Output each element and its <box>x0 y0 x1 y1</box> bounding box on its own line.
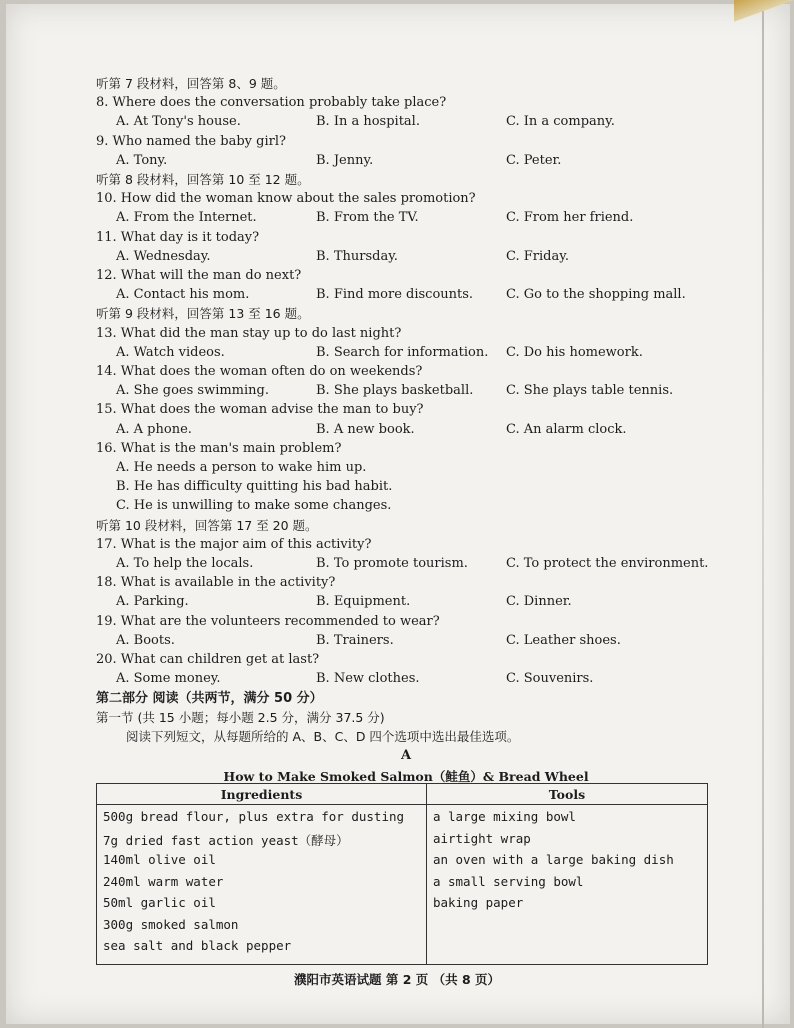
answer-options <box>96 112 716 131</box>
option-c: C. Peter. <box>506 152 562 168</box>
option-c: C. To protect the environment. <box>506 556 709 572</box>
option-b: B. He has difficulty quitting his bad habit. <box>116 479 393 495</box>
option-c: C. Do his homework. <box>506 344 643 360</box>
answer-options <box>96 631 716 650</box>
answer-options <box>96 208 716 227</box>
option-a: A. A phone. <box>116 421 192 437</box>
option-a: A. From the Internet. <box>116 210 257 226</box>
option-a: A. Boots. <box>116 632 175 648</box>
section-heading: 听第 9 段材料，回答第 13 至 16 题。 <box>96 306 310 322</box>
page-footer: 濮阳市英语试题 第 2 页 （共 8 页） <box>293 972 500 987</box>
option-c: C. He is unwilling to make some changes. <box>116 498 392 514</box>
option-a: A. She goes swimming. <box>116 383 269 399</box>
section-one-heading: 第一节 (共 15 小题；每小题 2.5 分，满分 37.5 分) <box>96 709 385 725</box>
listening-questions <box>96 74 716 787</box>
tool-item: baking paper <box>432 895 524 910</box>
table-row <box>97 805 708 965</box>
option-b: B. Thursday. <box>316 248 398 264</box>
question-text: 11. What day is it today? <box>96 229 260 245</box>
question-text: 12. What will the man do next? <box>96 268 302 284</box>
answer-options <box>96 151 716 170</box>
corner-clip <box>734 0 794 26</box>
option-c: C. Souvenirs. <box>506 671 594 687</box>
answer-options <box>96 247 716 266</box>
ingredients-header: Ingredients <box>97 784 427 805</box>
ingredient-item: 500g bread flour, plus extra for dusting <box>103 809 405 824</box>
tools-header: Tools <box>426 784 707 805</box>
option-a: A. Some money. <box>116 671 221 687</box>
option-b: B. To promote tourism. <box>316 556 468 572</box>
ingredients-cell <box>97 805 427 965</box>
question-text: 9. Who named the baby girl? <box>96 133 286 149</box>
question-text: 19. What are the volunteers recommended to wear? <box>96 613 440 629</box>
option-c: C. She plays table tennis. <box>506 383 674 399</box>
question-text: 17. What is the major aim of this activity? <box>96 536 372 552</box>
tool-item: a small serving bowl <box>432 873 584 889</box>
ingredient-item: 7g dried fast action yeast（酵母） <box>103 832 349 848</box>
table-header-row <box>97 784 708 805</box>
option-b: B. Search for information. <box>316 344 489 360</box>
tool-item: a large mixing bowl <box>432 809 576 824</box>
tool-item: an oven with a large baking dish <box>432 852 674 867</box>
page-edge <box>762 0 764 1028</box>
answer-options <box>96 343 716 362</box>
option-a: A. Wednesday. <box>116 248 211 264</box>
question-text: 18. What is available in the activity? <box>96 575 336 591</box>
option-c: C. Go to the shopping mall. <box>506 287 686 303</box>
answer-options <box>96 554 716 573</box>
option-b: B. From the TV. <box>316 210 419 226</box>
question-text: 16. What is the man's main problem? <box>96 440 342 456</box>
option-c: C. Leather shoes. <box>506 632 621 648</box>
reading-instruction: 阅读下列短文，从每题所给的 A、B、C、D 四个选项中选出最佳选项。 <box>126 728 520 744</box>
passage-letter: A <box>400 748 412 764</box>
section-heading: 听第 10 段材料，回答第 17 至 20 题。 <box>96 517 318 533</box>
option-b: B. New clothes. <box>316 671 420 687</box>
recipe-table <box>96 783 708 965</box>
option-a: A. At Tony's house. <box>116 114 241 130</box>
option-a: A. Parking. <box>116 594 189 610</box>
question-text: 14. What does the woman often do on weekends? <box>96 364 423 380</box>
option-c: C. From her friend. <box>506 210 634 226</box>
option-b: B. A new book. <box>316 421 415 437</box>
section-heading: 听第 7 段材料，回答第 8、9 题。 <box>96 76 286 91</box>
option-b: B. She plays basketball. <box>316 383 474 399</box>
option-c: C. Friday. <box>506 248 569 264</box>
passage-title: How to Make Smoked Salmon（鲑鱼）& Bread Wheel <box>223 769 589 785</box>
question-text: 13. What did the man stay up to do last night? <box>96 325 402 341</box>
ingredient-item: 240ml warm water <box>103 873 224 889</box>
section-heading: 听第 8 段材料，回答第 10 至 12 题。 <box>96 172 310 188</box>
answer-options <box>96 285 716 304</box>
option-a: A. To help the locals. <box>116 556 254 572</box>
question-text: 15. What does the woman advise the man to buy? <box>96 402 424 418</box>
option-b: B. Equipment. <box>316 594 411 610</box>
answer-options <box>96 592 716 611</box>
option-b: B. In a hospital. <box>316 114 420 130</box>
option-b: B. Trainers. <box>316 632 394 648</box>
answer-options <box>96 381 716 400</box>
option-c: C. Dinner. <box>506 594 572 610</box>
option-c: C. In a company. <box>506 114 615 130</box>
answer-options <box>96 669 716 688</box>
option-b: B. Find more discounts. <box>316 287 474 303</box>
tool-item: airtight wrap <box>432 830 531 846</box>
tools-cell <box>426 805 707 965</box>
ingredient-item: 50ml garlic oil <box>103 895 216 910</box>
option-a: A. Contact his mom. <box>116 287 250 303</box>
question-text: 10. How did the woman know about the sales promotion? <box>96 191 476 207</box>
option-a: A. Watch videos. <box>116 344 225 360</box>
ingredient-item: sea salt and black pepper <box>103 938 292 953</box>
option-a: A. Tony. <box>116 152 168 168</box>
question-text: 8. Where does the conversation probably take place? <box>96 95 447 111</box>
option-a: A. He needs a person to wake him up. <box>116 460 367 476</box>
option-b: B. Jenny. <box>316 152 374 168</box>
ingredient-item: 300g smoked salmon <box>103 916 239 932</box>
option-c: C. An alarm clock. <box>506 421 627 437</box>
part-two-heading: 第二部分 阅读（共两节，满分 50 分） <box>96 690 323 706</box>
ingredient-item: 140ml olive oil <box>103 852 216 867</box>
question-text: 20. What can children get at last? <box>96 652 320 668</box>
answer-options <box>96 420 716 439</box>
